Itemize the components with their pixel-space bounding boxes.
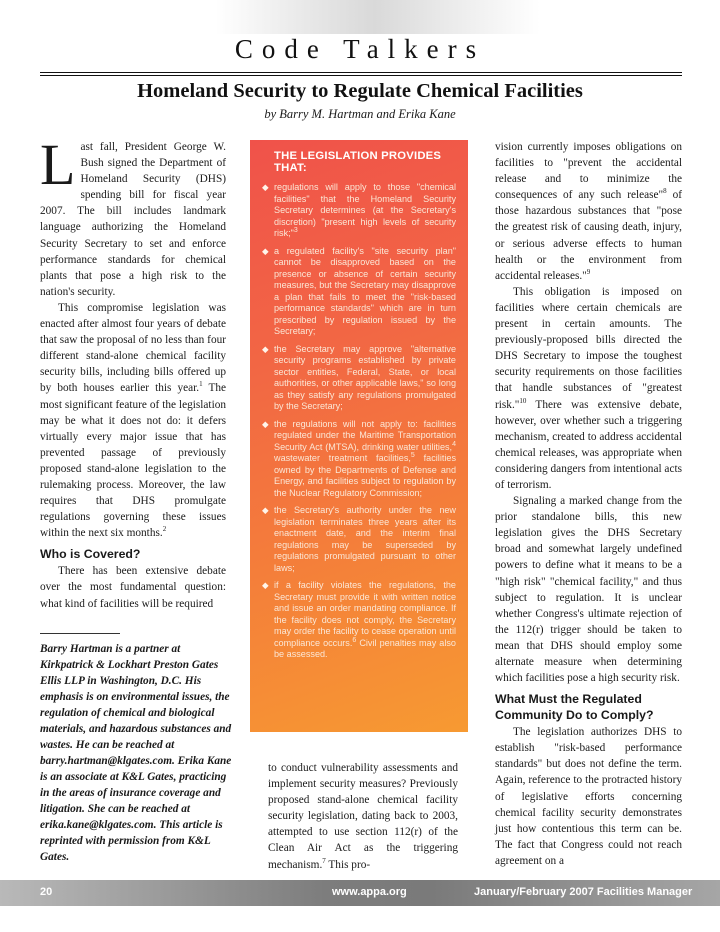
sidebar-item	[260, 246, 456, 338]
sidebar-item	[260, 505, 456, 574]
footnote-divider	[40, 633, 120, 634]
column-right	[495, 139, 682, 869]
footnote-ref: 7	[322, 856, 326, 865]
sidebar-item-text: wastewater treatment facilities,	[274, 453, 411, 463]
paragraph-text: The most significant feature of the legislation may be what it does not do: it defers virtually every major issue that has prevented passage of previously proposed stand-alone legislation to the rulemaking process. Moreover, the law requires that DHS promulgate regulations governing these issues within the next six months.	[40, 382, 227, 540]
section-title: Code Talkers	[234, 34, 486, 64]
footnote-ref: 8	[663, 187, 667, 196]
diamond-bullet-icon: ◆	[262, 182, 269, 192]
diamond-bullet-icon: ◆	[262, 505, 269, 515]
legislation-sidebar	[250, 140, 468, 732]
paragraph: There has been extensive debate over the most fundamental question: what kind of facilities will be required	[40, 565, 226, 610]
sidebar-item-text: the Secretary may approve "alternative security programs established by private sector entities, Federal, State, or local authorities, or other applicable laws," so long as they satisfy any regulations promulgated by the Secretary;	[274, 343, 456, 411]
subhead-what-must-comply: What Must the Regulated Community Do to Comply?	[495, 692, 654, 723]
diamond-bullet-icon: ◆	[262, 418, 269, 429]
column-left	[40, 132, 227, 612]
paragraph	[40, 132, 226, 300]
paragraph	[40, 300, 226, 541]
column-middle-continued	[268, 760, 458, 873]
sidebar-item	[260, 419, 456, 500]
paragraph-text: This pro-	[325, 858, 371, 871]
paragraph	[495, 284, 682, 493]
footnote-ref: 4	[452, 440, 456, 448]
footnote-ref: 3	[293, 226, 298, 234]
sidebar-title: THE LEGISLATION PROVIDES THAT:	[274, 150, 442, 174]
paragraph-text: of those hazardous substances that "pose the greatest risk of causing death, injury, or serious adverse effects to human health or the environment from accidental releases."	[495, 189, 682, 282]
footnote-ref: 10	[519, 396, 527, 405]
sidebar-item	[260, 182, 456, 240]
sidebar-item-text: the regulations will not apply to: facilities regulated under the Maritime Transportation Security Act (MTSA), drinking water utilities,	[274, 418, 456, 452]
sidebar-item-text: regulations will apply to those "chemical facilities" that the Homeland Security Secretary determines (at the Secretary's discretion) "present high levels of security risk;"	[274, 182, 456, 238]
paragraph-text: This obligation is imposed on facilities where certain chemicals are present in certain amounts. The previously-proposed bills directed the DHS Secretary to impose the toughest security requirements on those facilities that handle substances of "greatest risk."	[495, 285, 682, 411]
sidebar-item-text: the Secretary's authority under the new legislation terminates three years after its enactment date, and the interim final regulations may be superseded by regulations promulgated pursuant to other laws;	[274, 505, 456, 573]
diamond-bullet-icon: ◆	[262, 245, 269, 256]
header-rule	[40, 72, 682, 73]
footnote-ref: 6	[352, 636, 357, 644]
paragraph-text: vision currently imposes obligations on facilities to "prevent the accidental release and to minimize the consequences of any such release"	[495, 141, 682, 202]
footnote-ref: 2	[162, 525, 167, 534]
sidebar-item	[260, 580, 456, 661]
sidebar-item-text: facilities owned by the Departments of Defense and Energy, and facilities subject to regulation by the Nuclear Regulatory Commission;	[274, 453, 456, 498]
author-bio: Barry Hartman is a partner at Kirkpatrick & Lockhart Preston Gates Ellis LLP in Washington, D.C. His emphasis is on environmental issues, the regulation of chemical and biological materials, and hazardous substances and wastes. He can be reached at barry.hartman@klgates.com. Erika Kane is an associate at K&L Gates, practicing in the areas of insurance coverage and litigation. She can be reached at erika.kane@klgates.com. This article is reprinted with permission from K&L Gates.	[40, 643, 232, 863]
paragraph-text: There was extensive debate, however, over whether such a triggering mechanism, created to address accidental chemical releases, was appropriate when considering dangers from intentional acts of terrorism.	[495, 398, 682, 491]
article-headline: Homeland Security to Regulate Chemical Facilities	[137, 80, 583, 102]
paragraph	[495, 139, 682, 284]
sidebar-item-text: a regulated facility's "site security plan" cannot be disapproved based on the presence or absence of certain security measures, but the Secretary may disapprove a plan that fails to meet the "risk-based performance standards" which are in turn prescribed by regulation issued by the Secretary;	[274, 245, 456, 336]
subhead-who-is-covered: Who is Covered?	[40, 547, 141, 562]
drop-cap: L	[40, 132, 76, 197]
article-byline: by Barry M. Hartman and Erika Kane	[264, 107, 456, 121]
paragraph: The legislation authorizes DHS to establish "risk-based performance standards" but does not define the term. Again, reference to the protracted history of legislative efforts concerning chemical facility security demonstrates just how contentious this term can be. The fact that Congress could not reach agreement on a	[495, 726, 682, 867]
header-rule-thin	[40, 75, 682, 76]
footnote-ref: 5	[410, 451, 415, 459]
sidebar-item-text: if a facility violates the regulations, the Secretary must provide it with written notice and issue an order mandating compliance. If the facility does not comply, the Secretary may order the facility to cease operation until compliance occurs.	[274, 580, 456, 648]
paragraph-text: This compromise legislation was enacted after almost four years of debate that saw the proposal of no less than four different stand-alone chemical facility security bills, including bills offered up by both houses earlier this year.	[40, 301, 226, 395]
page-number: 20	[40, 886, 53, 898]
paragraph-text: ast fall, President George W. Bush signed the Department of Homeland Security (DHS) spending bill for fiscal year 2007. The bill includes landmark language authorizing the Homeland Security Secretary to set and enforce performance standards for chemical plants that pose a high risk to the nation's security.	[40, 141, 226, 298]
footnote-ref: 9	[586, 267, 591, 276]
sidebar-item-text: Civil penalties may also be assessed.	[274, 637, 456, 659]
page-footer	[0, 880, 720, 906]
paragraph	[268, 760, 458, 873]
footer-issue: January/February 2007 Facilities Manager	[474, 886, 693, 898]
footer-url[interactable]: www.appa.org	[332, 886, 407, 898]
sidebar-item	[260, 344, 456, 413]
diamond-bullet-icon: ◆	[262, 343, 269, 354]
footnote-ref: 1	[199, 380, 203, 389]
diamond-bullet-icon: ◆	[262, 580, 269, 590]
header-band	[0, 0, 720, 34]
paragraph-text: to conduct vulnerability assessments and implement security measures? Previously proposed stand-alone chemical facility security legislation, dating back to 2003, attempted to use section 112(r) of the Clean Air Act as the triggering mechanism.	[268, 762, 458, 871]
paragraph: Signaling a marked change from the prior standalone bills, this new legislation gives the DHS Secretary broad and somewhat largely undefined powers to define what it means to be a "high risk" "chemical facility," and thus subject to regulation. It is unclear whether Congress's ultimate rejection of the 112(r) trigger should be taken to mean that DHS should employ some alternate measure when determining which facilities pose a high security risk.	[495, 495, 682, 685]
